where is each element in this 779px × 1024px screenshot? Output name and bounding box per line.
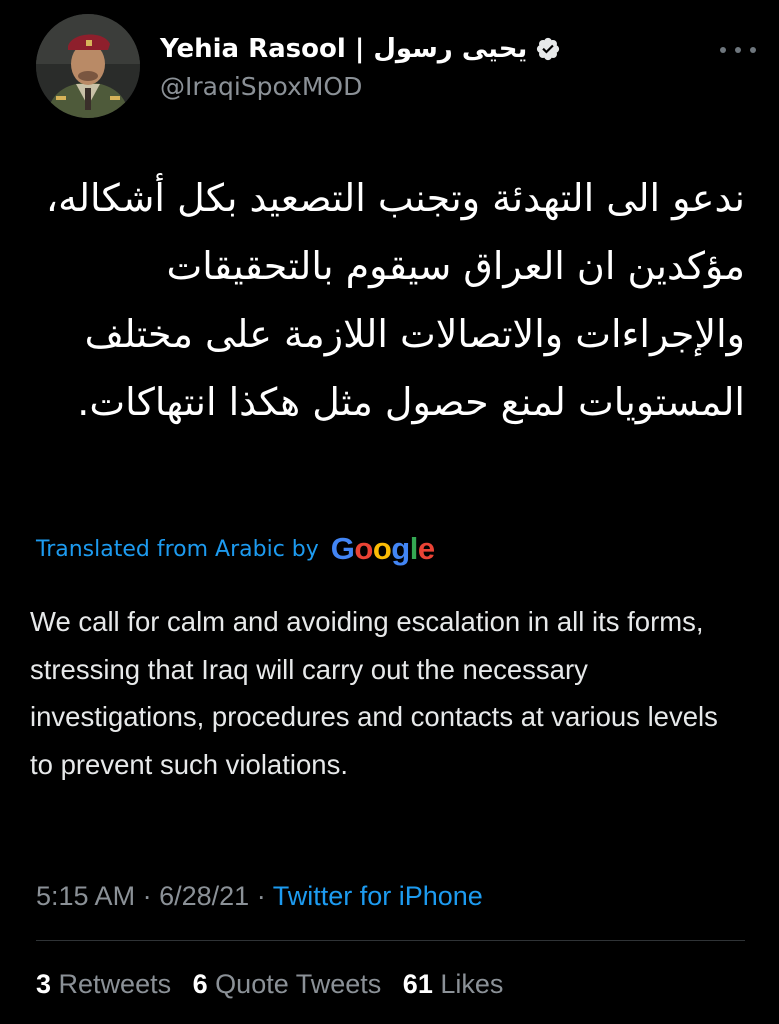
retweets-label: Retweets	[58, 969, 172, 999]
more-options-icon[interactable]	[720, 40, 756, 60]
translation-attribution[interactable]	[36, 532, 435, 566]
google-logo: Google	[330, 531, 435, 566]
author-handle[interactable]: @IraqiSpoxMOD	[160, 72, 363, 101]
quote-tweets-count: 6	[192, 969, 208, 999]
tweet-time[interactable]: 5:15 AM	[36, 881, 136, 911]
divider	[36, 940, 745, 941]
meta-separator: ·	[142, 881, 152, 911]
more-dot	[735, 47, 741, 53]
quote-tweets-label: Quote Tweets	[215, 969, 382, 999]
author-display-name-row[interactable]	[160, 32, 680, 66]
tweet-meta	[36, 876, 483, 916]
author-display-name[interactable]: Yehia Rasool | يحيى رسول	[160, 34, 528, 64]
more-dot	[750, 47, 756, 53]
meta-separator: ·	[256, 881, 266, 911]
tweet-source-link[interactable]: Twitter for iPhone	[272, 881, 483, 911]
retweets-stat[interactable]	[36, 969, 171, 999]
likes-count: 61	[402, 969, 433, 999]
avatar[interactable]	[36, 14, 140, 118]
tweet-text-arabic: ندعو الى التهدئة وتجنب التصعيد بكل أشكاله، مؤكدين ان العراق سيقوم بالتحقيقات والإجراءات والاتصالات اللازمة على مختلف المستويات لمنع حصول مثل هكذا انتهاكات.	[45, 176, 745, 424]
translated-label[interactable]: Translated from Arabic by	[36, 536, 319, 562]
tweet-stats	[36, 964, 517, 1004]
likes-stat[interactable]	[403, 969, 504, 999]
more-dot	[720, 47, 726, 53]
likes-label: Likes	[440, 969, 504, 999]
tweet-text-english: We call for calm and avoiding escalation in all its forms, stressing that Iraq will carry out the necessary investigations, procedures and contacts at various levels to prevent such violations.	[30, 606, 718, 780]
quote-tweets-stat[interactable]	[193, 969, 382, 999]
author-names[interactable]	[160, 32, 680, 104]
tweet-date[interactable]: 6/28/21	[159, 881, 250, 911]
verified-badge-icon	[535, 36, 561, 62]
profile-photo-icon	[36, 14, 140, 118]
retweets-count: 3	[36, 969, 52, 999]
tweet-header	[36, 14, 756, 124]
